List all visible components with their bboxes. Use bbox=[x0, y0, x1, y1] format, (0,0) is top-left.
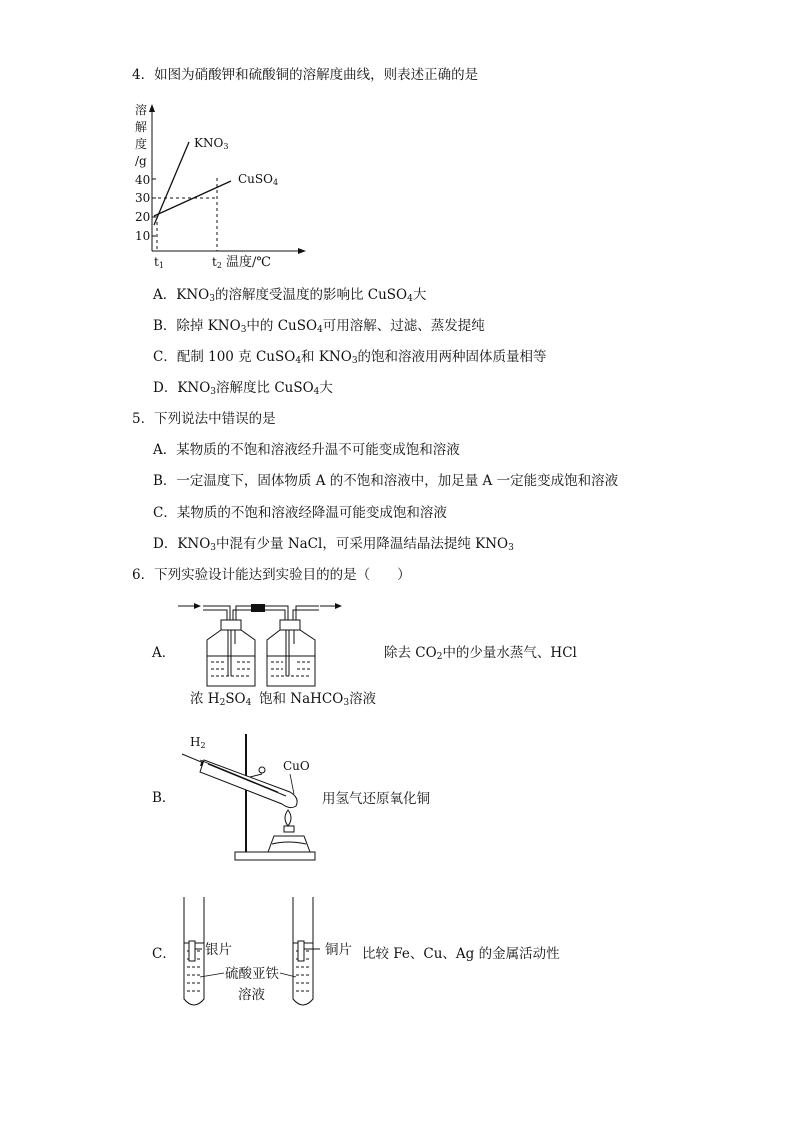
solution-label-line1: 硫酸亚铁 bbox=[225, 966, 279, 982]
gas-washing-bottles-diagram bbox=[175, 596, 375, 696]
q6-option-c-letter: C． bbox=[152, 946, 176, 962]
q4-option-d: D．$KNO_3$溶解度比 CuSO$_4$大 bbox=[153, 380, 333, 397]
kno3-curve bbox=[154, 142, 189, 225]
y-tick-40: 40 bbox=[135, 173, 151, 187]
x-tick-t2: t2 bbox=[212, 255, 222, 270]
q4-option-c: C．配制 100 克 CuSO$_4$和 $KNO_3$的饱和溶液用两种固体质量相等 bbox=[153, 349, 547, 366]
q6-option-c-desc: 比较 Fe、Cu、Ag 的金属活动性 bbox=[362, 946, 560, 962]
h2-label: H2 bbox=[190, 735, 206, 750]
q4-option-b: B．除掉 $KNO_3$中的 CuSO$_4$可用溶解、过滤、蒸发提纯 bbox=[153, 318, 485, 335]
q5-option-a: A．某物质的不饱和溶液经升温不可能变成饱和溶液 bbox=[153, 442, 460, 458]
q6-stem: 6．下列实验设计能达到实验目的的是（ ） bbox=[132, 567, 411, 583]
x-axis-label: 温度/℃ bbox=[226, 255, 271, 270]
cuo-label: CuO bbox=[283, 759, 310, 773]
q5-option-b: B．一定温度下，固体物质 A 的不饱和溶液中，加足量 A 一定能变成饱和溶液 bbox=[153, 473, 619, 489]
q4-stem: 4．如图为硝酸钾和硫酸铜的溶解度曲线，则表述正确的是 bbox=[132, 67, 479, 83]
bottle-1-label: 浓 $H_2SO_4$ bbox=[190, 691, 252, 708]
bottle-2-label: 饱和 NaHCO$_3$溶液 bbox=[259, 691, 377, 708]
q4-option-a: A．$KNO_3$的溶解度受温度的影响比 CuSO$_4$大 bbox=[153, 287, 427, 304]
y-axis-label-1: 溶 bbox=[135, 103, 148, 117]
silver-strip-label: 银片 bbox=[205, 942, 232, 958]
x-tick-t1: t1 bbox=[154, 255, 164, 270]
q5-option-d: D．$KNO_3$中混有少量 NaCl，可采用降温结晶法提纯 $KNO_3$ bbox=[153, 536, 514, 553]
y-tick-30: 30 bbox=[135, 191, 151, 205]
y-axis-label-2: 解 bbox=[135, 120, 148, 134]
hydrogen-reduction-apparatus bbox=[178, 732, 318, 862]
copper-strip-label: 铜片 bbox=[325, 942, 352, 958]
q6-option-b-desc: 用氢气还原氧化铜 bbox=[322, 791, 430, 807]
y-tick-20: 20 bbox=[135, 210, 151, 224]
y-axis-label-3: 度 bbox=[135, 137, 148, 151]
kno3-curve-label: KNO3 bbox=[194, 136, 229, 151]
solubility-graph bbox=[130, 98, 330, 268]
q5-option-c: C．某物质的不饱和溶液经降温可能变成饱和溶液 bbox=[153, 505, 447, 521]
y-tick-10: 10 bbox=[135, 229, 151, 243]
q6-option-b-letter: B． bbox=[152, 790, 176, 806]
solution-label-line2: 溶液 bbox=[238, 987, 265, 1003]
q5-stem: 5．下列说法中错误的是 bbox=[132, 411, 276, 427]
cuso4-curve-label: CuSO4 bbox=[238, 172, 279, 187]
q6-option-a-desc: 除去 $CO_2$中的少量水蒸气、HCl bbox=[384, 645, 577, 662]
q6-option-a-letter: A． bbox=[152, 645, 176, 661]
y-axis-label-4: /g bbox=[135, 154, 147, 168]
